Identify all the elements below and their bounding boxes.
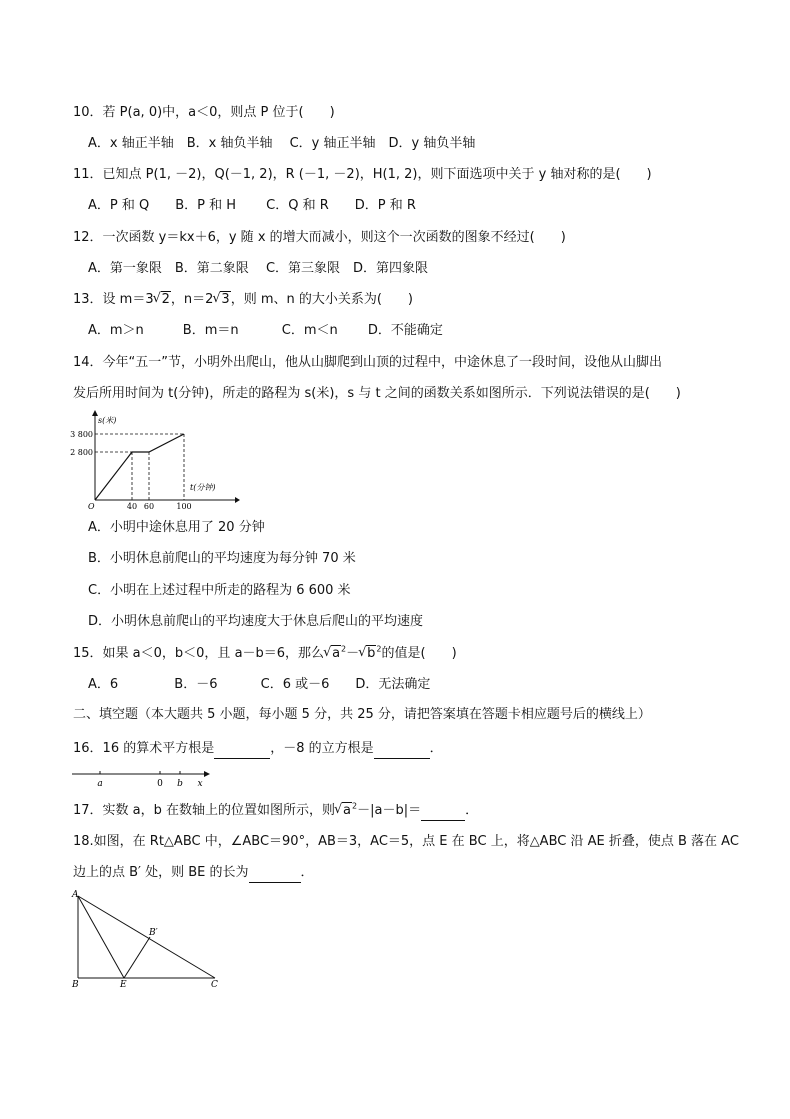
question-14-line2: 发后所用时间为 t(分钟)，所走的路程为 s(米)，s 与 t 之间的函数关系如图所示．下列说法错误的是( ) xyxy=(73,386,681,401)
section-heading: 二、填空题（本大题共 5 小题，每小题 5 分，共 25 分，请把答案填在答题卡相应题号后的横线上） xyxy=(73,707,651,722)
sqrt-symbol: √ $a^2$ xyxy=(335,802,357,820)
number-line xyxy=(70,764,220,790)
point-e-label: E xyxy=(120,980,127,990)
sqrt-symbol: √ $a^2$ xyxy=(324,645,346,663)
question-14-option-b: B．小明休息前爬山的平均速度为每分钟 70 米 xyxy=(88,551,356,566)
point-a-label: a xyxy=(97,779,103,789)
question-17: 17．实数 a，b 在数轴上的位置如图所示，则√ $a^2-|a-b|=$ ． xyxy=(73,802,478,821)
x-axis-label: x xyxy=(197,779,203,789)
question-15-options: A．6 B．－6 C．6 或－6 D．无法确定 xyxy=(88,677,431,692)
answer-blank[interactable] xyxy=(249,864,301,883)
question-13: 13．设 m＝3√ 2，n＝2√ 3，则 m、n 的大小关系为( ) xyxy=(73,291,413,309)
question-11: 11．已知点 P(1, －2)，Q(－1, 2)，R (－1, －2)，H(1, 2)，则下面选项中关于 y 轴对称的是( ) xyxy=(73,167,652,182)
question-15: 15．如果 a＜0，b＜0，且 a－b＝6，那么√ $a^2-√$ $b^2$的值是( ) xyxy=(73,645,457,663)
question-14-option-d: D．小明休息前爬山的平均速度大于休息后爬山的平均速度 xyxy=(88,614,424,629)
question-18-line2: 边上的点 B′ 处，则 BE 的长为 ． xyxy=(73,864,314,883)
answer-blank[interactable] xyxy=(214,740,270,759)
vertex-c-label: C xyxy=(211,980,218,990)
sqrt-symbol: √ $b^2$ xyxy=(359,645,381,663)
point-b-prime-label: B′ xyxy=(149,928,158,938)
point-b-label: b xyxy=(177,779,183,789)
question-14-line1: 14．今年“五一”节，小明外出爬山，他从山脚爬到山顶的过程中，中途休息了一段时间，设他从山脚出 xyxy=(73,355,663,370)
x-tick-label: 100 xyxy=(176,502,192,511)
sqrt-symbol: √ 2 xyxy=(154,291,171,309)
zero-label: 0 xyxy=(157,779,163,789)
question-11-options: A．P 和 Q B．P 和 H C．Q 和 R D．P 和 R xyxy=(88,198,416,213)
question-10: 10．若 P(a, 0)中，a＜0，则点 P 位于( ) xyxy=(73,105,335,120)
y-axis-label: s(米) xyxy=(98,416,117,425)
vertex-b-label: B xyxy=(72,980,79,990)
distance-time-graph xyxy=(70,410,240,512)
answer-blank[interactable] xyxy=(374,740,430,759)
question-13-options: A．m＞n B．m＝n C．m＜n D．不能确定 xyxy=(88,323,443,338)
x-axis-label: t(分钟) xyxy=(190,483,216,492)
y-tick-label: 2 800 xyxy=(70,448,93,457)
sqrt-symbol: √ 3 xyxy=(213,291,230,309)
answer-blank[interactable] xyxy=(421,802,465,821)
question-10-options: A．x 轴正半轴 B．x 轴负半轴 C．y 轴正半轴 D．y 轴负半轴 xyxy=(88,136,476,151)
triangle-diagram xyxy=(70,888,230,990)
x-tick-label: 60 xyxy=(143,502,155,511)
question-18-line1: 18.如图，在 Rt△ABC 中，∠ABC＝90°，AB＝3，AC＝5，点 E 在 BC 上，将△ABC 沿 AE 折叠，使点 B 落在 AC xyxy=(73,834,739,849)
x-tick-label: 40 xyxy=(126,502,138,511)
question-14-option-a: A．小明中途休息用了 20 分钟 xyxy=(88,520,265,535)
question-12: 12．一次函数 y＝kx＋6，y 随 x 的增大而减小，则这个一次函数的图象不经过( ) xyxy=(73,230,566,245)
vertex-a-label: A xyxy=(72,890,79,900)
y-tick-label: 3 800 xyxy=(70,430,93,439)
question-16: 16．16 的算术平方根是 ，－8 的立方根是 ． xyxy=(73,740,443,759)
question-14-option-c: C．小明在上述过程中所走的路程为 6 600 米 xyxy=(88,583,351,598)
origin-label: O xyxy=(88,502,95,511)
question-12-options: A．第一象限 B．第二象限 C．第三象限 D．第四象限 xyxy=(88,261,429,276)
